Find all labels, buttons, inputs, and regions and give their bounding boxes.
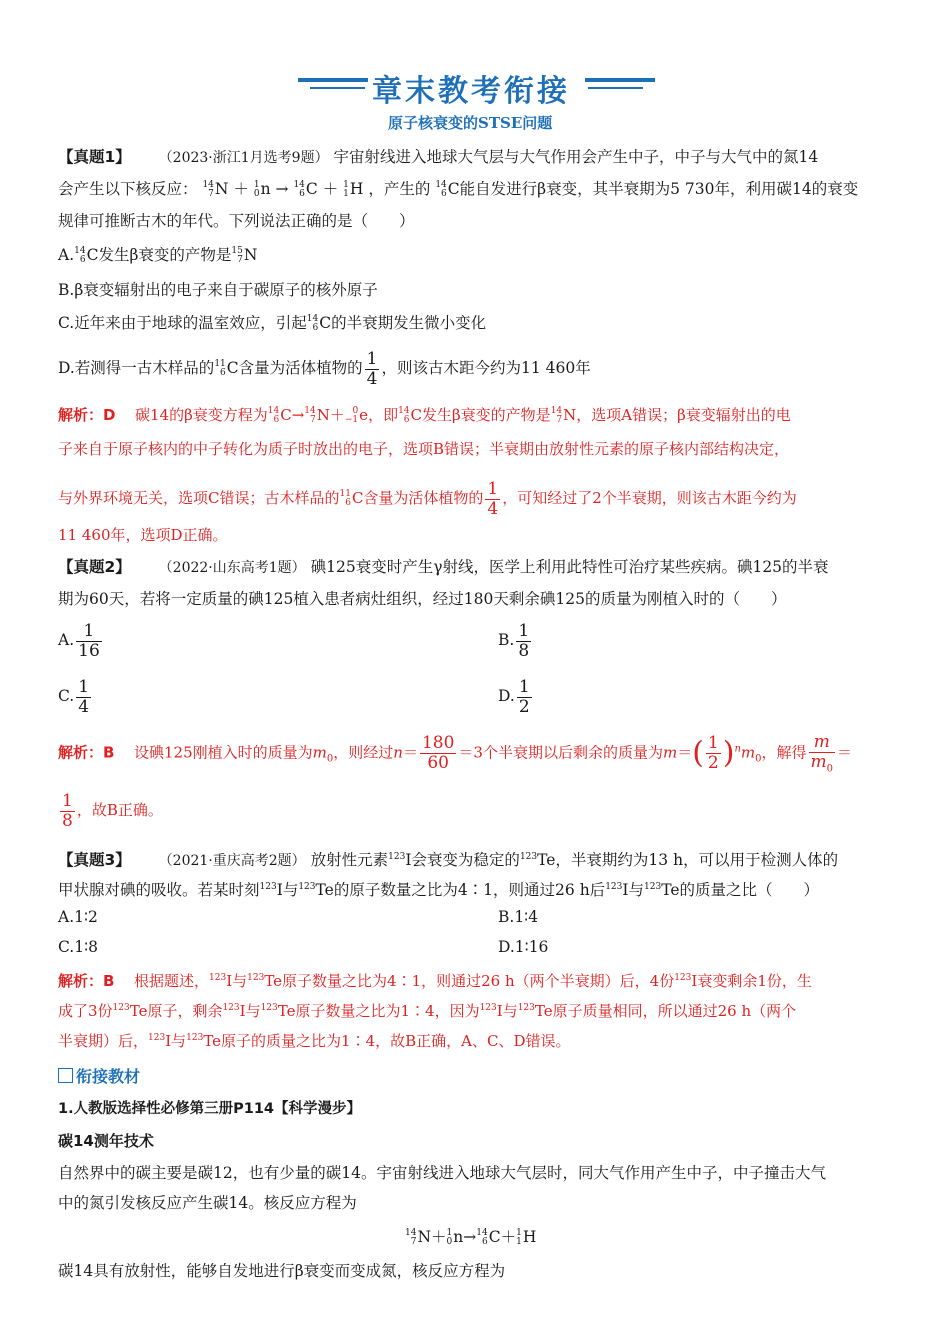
q1-tag: 【真题1】 [58,148,131,166]
q3-analysis-line3: 半衰期）后，$^{123}$I与$^{123}$Te原子的质量之比为1∶4，故B正确，A、C、D错误。 [58,1032,571,1050]
link-paragraph-line2: 中的氮引发核反应产生碳14。核反应方程为 [58,1194,357,1212]
q1-option-b[interactable]: B.β衰变辐射出的电子来自于碳原子的核外原子 [58,281,378,299]
banner-stripe-left-2 [310,87,365,89]
link-paragraph-line3: 碳14具有放射性，能够自发地进行β衰变而变成氮，核反应方程为 [58,1262,506,1280]
q3-option-a[interactable]: A.1∶2 [58,908,98,926]
banner-stripe-right-2 [588,87,643,89]
q3-option-c[interactable]: C.1∶8 [58,938,98,956]
q1-option-a[interactable]: A. 14 6 C发生β衰变的产物是 15 7 N [58,246,258,265]
q3-stem-line1: 【真题3】 （2021·重庆高考2题） 放射性元素$^{123}$I会衰变为稳定的$^{123}$Te，半衰期约为13 h，可以用于检测人体的 [58,851,839,870]
nuclide-n14: 14 7 N [202,180,229,199]
banner-stripe-right [585,78,655,82]
q1-option-c[interactable]: C.近年来由于地球的温室效应，引起 14 6 C的半衰期发生微小变化 [58,314,487,333]
q2-stem-line2: 期为60天，若将一定质量的碘125植入患者病灶组织，经过180天剩余碘125的质量为刚植入时的（ ） [58,590,787,608]
q3-stem-line2: 甲状腺对碘的吸收。若某时刻$^{123}$I与$^{123}$Te的原子数量之比为4∶1，则通过26 h后$^{123}$I与$^{123}$Te的质量之比（ ） [58,881,819,900]
q1-option-d[interactable]: D.若测得一古木样品的 11 6 C含量为活体植物的 $\frac{1}{4}$ ，则该古木距今约为11 460年 [58,349,591,389]
q1-analysis-line1: 解析：D 碳14的β衰变方程为 14 6 C→ 14 7 N＋ 0 −1 e，即 14 6 C发生β衰变的产物是 14 7 N，选项A错误；β衰变辐射出的电 [58,406,791,425]
link-heading: 衔接教材 [58,1066,140,1088]
q1-stem-line3: 规律可推断古木的年代。下列说法正确的是（ ） [58,212,415,230]
q2-option-c[interactable]: C. $\frac{1}{4}$ [58,677,90,717]
q1-analysis-line2: 子来自于原子核内的中子转化为质子时放出的电子，选项B错误；半衰期由放射性元素的原子核内部结构决定， [58,440,790,458]
link-paragraph-line1: 自然界中的碳主要是碳12，也有少量的碳14。宇宙射线进入地球大气层时，同大气作用产生中子，中子撞击大气 [58,1164,826,1182]
banner-stripe-left [298,78,368,82]
q1-source: （2023·浙江1月选考9题） [158,150,329,166]
q2-option-b[interactable]: B. $\frac{1}{8}$ [498,621,530,661]
reaction-equation: 14 7 N＋ 1 0 n→ 14 6 C＋ 1 1 H [405,1228,537,1247]
q1-analysis-line3: 与外界环境无关，选项C错误；古木样品的 11 6 C含量为活体植物的 $\frac{1}{4}$ ，可知经过了2个半衰期，则该古木距今约为 [58,479,797,519]
q2-stem-line1: 【真题2】 （2022·山东高考1题） 碘125衰变时产生γ射线，医学上利用此特性可治疗某些疾病。碘125的半衰 [58,558,829,576]
page-title: 章末教考衔接 [372,74,570,109]
q3-analysis-line1: 解析：B 根据题述，$^{123}$I与$^{123}$Te原子数量之比为4∶1，则通过26 h（两个半衰期）后，4份$^{123}$I衰变剩余1份，生 [58,972,812,990]
q1-stem-line1: 【真题1】 （2023·浙江1月选考9题） 宇宙射线进入地球大气层与大气作用会产生中子，中子与大气中的氮14 [58,148,819,166]
q1-stem-line2: 会产生以下核反应： 14 7 N ＋ 1 0 n → 14 6 C ＋ 1 1 H ，产生的 14 6 C能自发进行β衰变，其半衰期为5 730年，利用碳14的衰变 [58,180,859,199]
q2-analysis-line1: 解析：B 设碘125刚植入时的质量为$m_0$，则经过n＝ $\frac{180}{60}$ ＝3个半衰期以后剩余的质量为m＝( $\frac{1}{2}$ )$^nm_0$，解得 $\frac{m}{m_0}$ ＝ [58,732,853,775]
q3-option-d[interactable]: D.1∶16 [498,938,549,956]
q2-analysis-line2: $\frac{1}{8}$ ，故B正确。 [62,791,163,831]
link-subheading: 碳14测年技术 [58,1132,154,1150]
page-subtitle: 原子核衰变的STSE问题 [388,114,553,132]
q1-analysis-line4: 11 460年，选项D正确。 [58,526,228,544]
checkbox-icon [58,1068,73,1083]
q3-analysis-line2: 成了3份$^{123}$Te原子，剩余$^{123}$I与$^{123}$Te原子数量之比为1∶4，因为$^{123}$I与$^{123}$Te原子质量相同，所以通过26 h（两个 [58,1002,797,1020]
q3-option-b[interactable]: B.1∶4 [498,908,539,926]
link-reference: 1.人教版选择性必修第三册P114【科学漫步】 [58,1101,361,1117]
q2-option-d[interactable]: D. $\frac{1}{2}$ [498,677,530,717]
q2-option-a[interactable]: A. $\frac{1}{16}$ [58,621,100,661]
